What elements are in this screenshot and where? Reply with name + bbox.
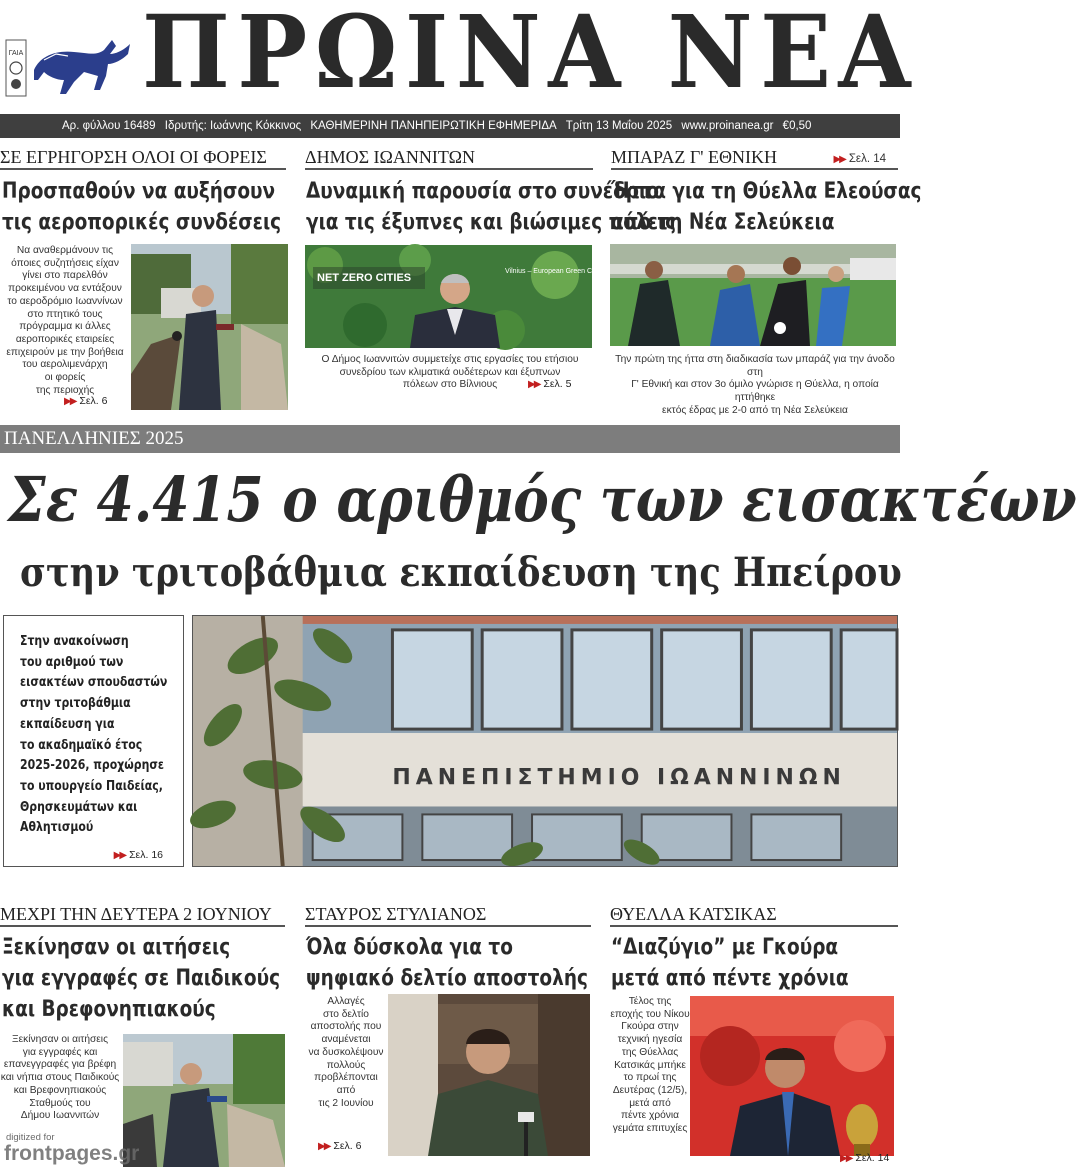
headline-municipality-line-2: για τις έξυπνες και βιώσιμες πόλεις [306, 210, 677, 235]
lead-summary-text: Στην ανακοίνωση του αριθμού των εισακτέων σπουδαστών στην τριτοβάθμια εκπαίδευση για το ακαδημαϊκό έτος 2025-2026, προχώρησε το υπουργείο Παιδείας, Θρησκευμάτων και Αθλητισμού [20, 634, 168, 836]
kicker-barrage [611, 146, 898, 170]
headline-municipality-line-1: Δυναμική παρουσία στο συνέδριο [306, 179, 659, 204]
photo-katsikas-coach [690, 996, 894, 1156]
page-ref-lead[interactable]: ▶▶ Σελ. 16 [113, 849, 163, 861]
play-arrow-icon: ▶▶ [64, 396, 76, 407]
frontpages-watermark [4, 1133, 144, 1167]
kicker-stylianos: ΣΤΑΥΡΟΣ ΣΤΥΛΙΑΝΟΣ [305, 903, 591, 927]
lead-subheadline[interactable]: στην τριτοβάθμια εκπαίδευση της Ηπείρου [20, 549, 902, 596]
watermark-brand: frontpages.gr [4, 1142, 140, 1165]
play-arrow-icon: ▶▶ [318, 1141, 330, 1152]
kicker-nursery: ΜΕΧΡΙ ΤΗΝ ΔΕΥΤΕΡΑ 2 ΙΟΥΝΙΟΥ [0, 903, 285, 927]
headline-barrage-line-2: από τη Νέα Σελεύκεια [611, 210, 835, 235]
headline-stylianos-line-2: ψηφιακό δελτίο αποστολής [306, 966, 588, 991]
photo-sign-netzero: NET ZERO CITIES [317, 272, 412, 284]
play-arrow-icon: ▶▶ [833, 154, 845, 165]
headline-nursery-line-2: για εγγραφές σε Παιδικούς [2, 966, 281, 991]
newspaper-logo [4, 10, 136, 102]
kicker-airport: ΣΕ ΕΓΡΗΓΟΡΣΗ ΟΛΟΙ ΟΙ ΦΟΡΕΙΣ [0, 146, 286, 170]
play-arrow-icon: ▶▶ [528, 379, 540, 390]
headline-airport-line-1: Προσπαθούν να αυξήσουν [2, 179, 276, 204]
info-bar [0, 114, 900, 138]
play-arrow-icon: ▶▶ [840, 1153, 852, 1164]
play-arrow-icon: ▶▶ [113, 850, 126, 861]
headline-stylianos[interactable] [306, 932, 588, 994]
bull-icon [4, 10, 136, 102]
photo-nursery-interview [123, 1034, 285, 1167]
kicker-katsikas: ΘΥΕΛΛΑ ΚΑΤΣΙΚΑΣ [610, 903, 898, 927]
headline-barrage[interactable] [611, 176, 921, 238]
page-ref-stylianos[interactable]: ▶▶ Σελ. 6 [318, 1140, 362, 1152]
founder: Ιδρυτής: Ιωάννης Κόκκινος [164, 120, 302, 132]
headline-nursery[interactable] [2, 932, 280, 1025]
kicker-barrage-text: ΜΠΑΡΑΖ Γ' ΕΘΝΙΚΗ [611, 147, 778, 167]
blurb-barrage: Την πρώτη της ήττα στη διαδικασία των μπαράζ για την άνοδο στη Γ' Εθνική και στον 3ο όμιλο γνώρισε η Θύελλα, η οποία ηττήθηκε εκτός έδρας με 2-0 από τη Νέα Σελεύκεια [615, 354, 895, 416]
photo-university-building [192, 615, 898, 867]
headline-stylianos-line-1: Όλα δύσκολα για το [306, 935, 513, 960]
photo-stylianos [388, 994, 590, 1156]
headline-nursery-line-3: και Βρεφονηπιακούς [2, 997, 216, 1022]
photo-sign-vilnius: Vilnius – European Green Capital [505, 268, 609, 275]
blurb-airport: Να αναθερμάνουν τις όποιες συζητήσεις είχαν γίνει στο παρελθόν προκειμένου να εντάξουν το αεροδρόμιο Ιωαννίνων στο πτητικό τους πρόγραμμα κι άλλες αεροπορικές εταιρείες επιχειρούν με την βοήθεια του αερολιμενάρχη οι φορείς της περιοχής [6, 245, 124, 396]
issue-number: Αρ. φύλλου 16489 [62, 120, 156, 132]
section-bar-panhellenic: ΠΑΝΕΛΛΗΝΙΕΣ 2025 [0, 425, 900, 453]
blurb-municipality: Ο Δήμος Ιωαννιτών συμμετείχε στις εργασίες του ετήσιου συνεδρίου των κλιματικά ουδέτερων και έξυπνων πόλεων στο Βίλνιους [321, 354, 579, 391]
page-ref-katsikas[interactable]: ▶▶ Σελ. 14 [840, 1152, 890, 1164]
newspaper-title: ΠΡΩΙΝΑ ΝΕΑ [142, 0, 919, 111]
headline-katsikas-line-2: μετά από πέντε χρόνια [611, 966, 849, 991]
photo-conference [305, 245, 609, 348]
headline-katsikas[interactable] [611, 932, 849, 994]
issue-date: Τρίτη 13 Μαΐου 2025 [565, 120, 673, 132]
kicker-municipality: ΔΗΜΟΣ ΙΩΑΝΝΙΤΩΝ [305, 146, 593, 170]
lead-summary-box [3, 615, 184, 867]
price: €0,50 [782, 120, 812, 132]
page-ref-municipality[interactable]: ▶▶ Σελ. 5 [528, 378, 572, 390]
headline-airport-line-2: τις αεροπορικές συνδέσεις [2, 210, 282, 235]
photo-football-match [610, 244, 896, 346]
blurb-stylianos: Αλλαγές στο δελτίο αποστολής που αναμένεται να δυσκολέψουν πολλούς προβλέπονται από τις 2 Ιουνίου [308, 996, 384, 1109]
page-ref-airport[interactable]: ▶▶ Σελ. 6 [64, 395, 108, 407]
website-link[interactable]: www.proinanea.gr [681, 120, 774, 132]
blurb-nursery: Ξεκίνησαν οι αιτήσεις για εγγραφές και επανεγγραφές για βρέφη και νήπια στους Παιδικούς και Βρεφονηπιακούς Σταθμούς του Δήμου Ιωαννιτών [0, 1034, 120, 1122]
headline-barrage-line-1: Ήττα για τη Θύελλα Ελεούσας [611, 179, 922, 204]
headline-katsikas-line-1: “Διαζύγιο” με Γκούρα [611, 935, 839, 960]
building-sign: ΠΑΝΕΠΙΣΤΗΜΙΟ ΙΩΑΝΝΙΝΩΝ [392, 765, 846, 791]
page-ref-barrage[interactable]: ▶▶ Σελ. 14 [833, 153, 886, 165]
tagline: ΚΑΘΗΜΕΡΙΝΗ ΠΑΝΗΠΕΙΡΩΤΙΚΗ ΕΦΗΜΕΡΙΔΑ [310, 120, 557, 132]
logo-text: ΓΑΙΑ [8, 50, 24, 57]
headline-airport[interactable] [2, 176, 281, 238]
lead-headline[interactable]: Σε 4.415 ο αριθμός των εισακτέων [8, 463, 1077, 536]
photo-airport-interview [131, 244, 288, 410]
watermark-small-text: digitized for [6, 1132, 55, 1143]
headline-nursery-line-1: Ξεκίνησαν οι αιτήσεις [2, 935, 231, 960]
blurb-katsikas: Τέλος της εποχής του Νίκου Γκούρα στην τεχνική ηγεσία της Θύελλας Κατσικάς μπήκε το πρωί της Δευτέρας (12/5), μετά από πέντε χρόνια γεμάτα επιτυχίες [610, 996, 690, 1135]
